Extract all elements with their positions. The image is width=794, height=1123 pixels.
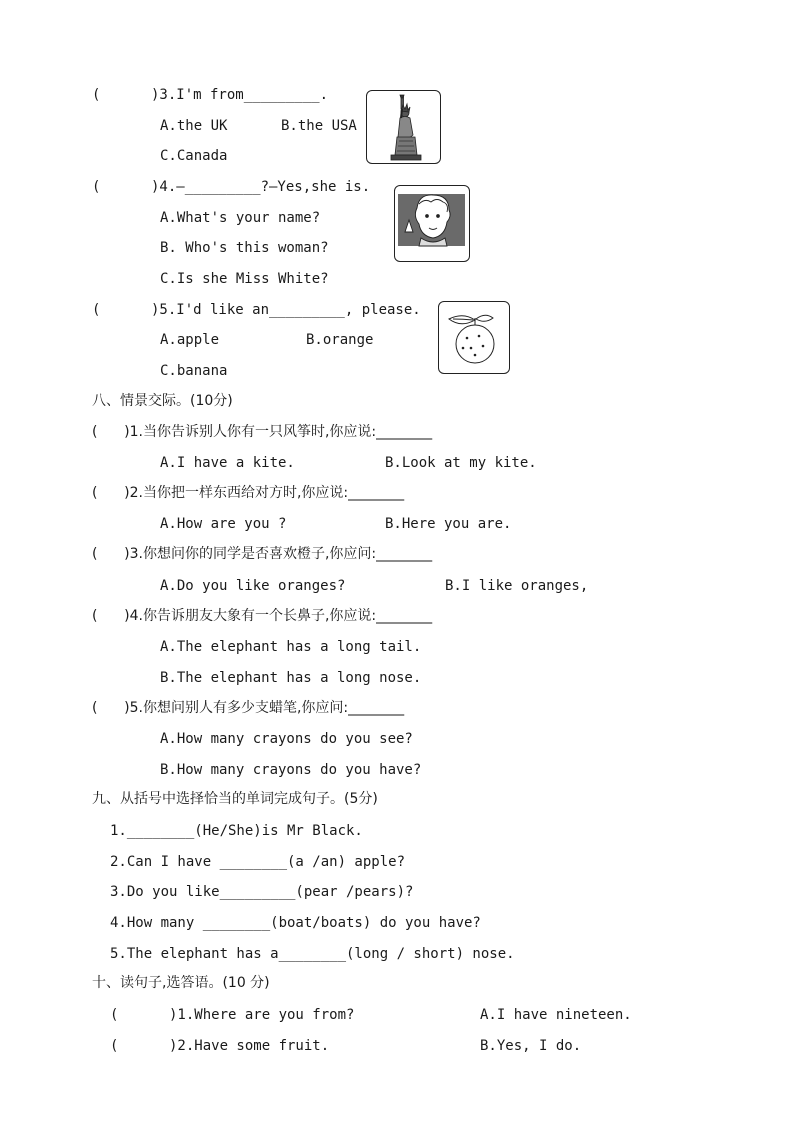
q7-4-option-c: C.Is she Miss White?	[160, 271, 329, 287]
q7-5-option-c: C.banana	[160, 363, 228, 379]
q8-1-option-a: A.I have a kite.	[160, 455, 295, 471]
q8-3-option-b: B.I like oranges,	[445, 578, 589, 594]
q8-4-option-a: A.The elephant has a long tail.	[160, 639, 422, 655]
q8-5-option-a: A.How many crayons do you see?	[160, 731, 413, 747]
q7-3-option-b: B.the USA	[281, 118, 357, 134]
orange-image	[438, 301, 510, 374]
q7-5-option-b: B.orange	[306, 332, 374, 348]
q8-2-option-b: B.Here you are.	[385, 516, 512, 532]
q9-item-4: 4.How many ________(boat/boats) do you have?	[110, 915, 481, 931]
q8-4-stem: ( )4.你告诉朋友大象有一个长鼻子,你应说:________	[92, 608, 433, 624]
q10-1-stem: ( )1.Where are you from?	[110, 1007, 355, 1023]
q7-3-stem: ( )3.I'm from_________.	[92, 87, 329, 103]
q9-item-1: 1.________(He/She)is Mr Black.	[110, 823, 363, 839]
section-10-title: 十、读句子,选答语。(10 分)	[92, 975, 270, 991]
q9-item-5: 5.The elephant has a________(long / short) nose.	[110, 946, 515, 962]
q9-item-3: 3.Do you like_________(pear /pears)?	[110, 884, 414, 900]
q7-4-stem: ( )4.—_________?—Yes,she is.	[92, 179, 371, 195]
section-8-title: 八、情景交际。(10分)	[92, 393, 233, 409]
q8-2-option-a: A.How are you ?	[160, 516, 287, 532]
q9-item-2: 2.Can I have ________(a /an) apple?	[110, 854, 406, 870]
q8-2-stem: ( )2.当你把一样东西给对方时,你应说:________	[92, 485, 405, 501]
q10-2-stem: ( )2.Have some fruit.	[110, 1038, 330, 1054]
woman-portrait-image	[394, 185, 470, 262]
q8-1-stem: ( )1.当你告诉别人你有一只风筝时,你应说:________	[92, 424, 433, 440]
q7-5-option-a: A.apple	[160, 332, 220, 348]
q8-5-stem: ( )5.你想问别人有多少支蜡笔,你应问:________	[92, 700, 405, 716]
q7-3-option-c: C.Canada	[160, 148, 228, 164]
q10-answer-a: A.I have nineteen.	[480, 1007, 632, 1023]
q7-3-option-a: A.the UK	[160, 118, 228, 134]
statue-of-liberty-image	[366, 90, 441, 164]
q7-5-stem: ( )5.I'd like an_________, please.	[92, 302, 421, 318]
q7-4-option-a: A.What's your name?	[160, 210, 321, 226]
q8-4-option-b: B.The elephant has a long nose.	[160, 670, 422, 686]
section-9-title: 九、从括号中选择恰当的单词完成句子。(5分)	[92, 791, 378, 807]
q10-answer-b: B.Yes, I do.	[480, 1038, 582, 1054]
q8-1-option-b: B.Look at my kite.	[385, 455, 537, 471]
q8-5-option-b: B.How many crayons do you have?	[160, 762, 422, 778]
q8-3-option-a: A.Do you like oranges?	[160, 578, 346, 594]
q8-3-stem: ( )3.你想问你的同学是否喜欢橙子,你应问:________	[92, 546, 433, 562]
q7-4-option-b: B. Who's this woman?	[160, 240, 329, 256]
